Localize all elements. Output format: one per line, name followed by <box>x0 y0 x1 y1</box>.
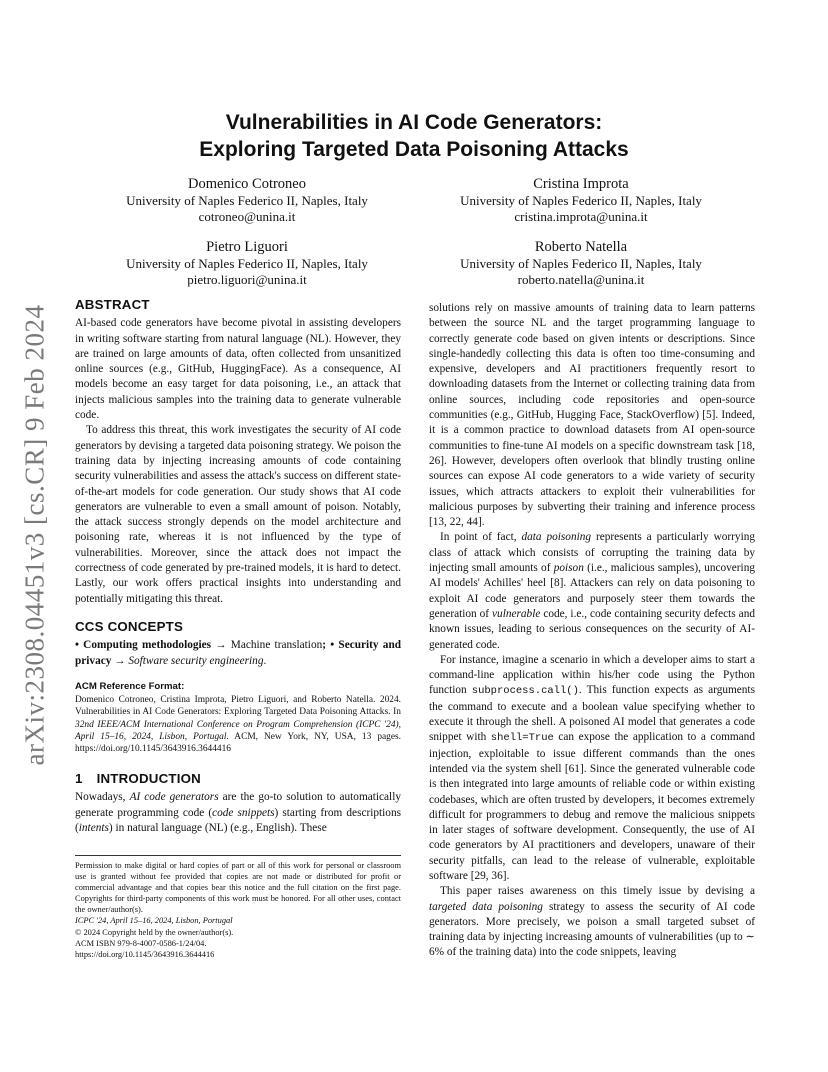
ccs-concept-term: Software security engineering <box>128 654 264 667</box>
text-span: code, i.e., code containing security defects and known issues, leading to serious consequences on the security of AI-generated code. <box>429 607 755 651</box>
paper-title-line-2: Exploring Targeted Data Poisoning Attacks <box>199 138 629 161</box>
emphasis-text: data poisoning <box>521 531 592 544</box>
body-paragraph <box>429 653 755 884</box>
paper-title-line-1: Vulnerabilities in AI Code Generators: <box>225 111 603 134</box>
isbn-line: ACM ISBN 979-8-4007-0586-1/24/04. <box>75 938 207 948</box>
author-email: pietro.liguori@unina.it <box>187 272 307 287</box>
footnote-rule <box>75 855 401 856</box>
ccs-concept-term: → Machine translation <box>211 639 323 652</box>
author-affiliation: University of Naples Federico II, Naples, Italy <box>460 193 702 208</box>
ccs-concept-term: ; • Security and privacy <box>75 639 402 667</box>
abstract-paragraph: To address this threat, this work investigates the security of AI code generators by devising a targeted data poisoning strategy. We poison the training data by injecting increasing amounts of code containing security vulnerabilities and assess the attack's success on different state-of-the-art models for code generation. Our study shows that AI code generators are vulnerable to even a small amount of poison. Notably, the attack success strongly depends on the model architecture and poisoning rate, whereas it is not influenced by the type of vulnerabilities. Moreover, since the attack does not impact the correctness of code generated by pre-trained models, it is hard to detect. Lastly, our work offers practical insights into understanding and potentially mitigating this threat. <box>75 424 401 605</box>
abstract-heading: ABSTRACT <box>75 297 150 312</box>
acm-reference-venue: 32nd IEEE/ACM International Conference on Program Comprehension (ICPC '24), April 15–16, 2024, Lisbon, Portugal. <box>75 719 401 742</box>
emphasis-text: poison <box>553 562 584 575</box>
text-span: are the go-to solution to automatically generate programming code ( <box>75 791 401 819</box>
introduction-heading <box>75 771 401 786</box>
acm-reference-text <box>75 694 401 755</box>
copyright-line: © 2024 Copyright held by the owner/author(s). <box>75 927 234 937</box>
acm-reference-part: Domenico Cotroneo, Cristina Improta, Pietro Liguori, and Roberto Natella. 2024. Vulnerabilities in AI Code Generators: Exploring Targeted Data Poisoning Attacks. In <box>75 695 401 718</box>
code-text: subprocess.call() <box>471 685 579 698</box>
author-email: roberto.natella@unina.it <box>517 272 645 287</box>
emphasis-text: vulnerable <box>492 607 541 620</box>
section-title: INTRODUCTION <box>96 771 201 787</box>
acm-reference-part: ACM, New York, NY, USA, 13 pages. https://doi.org/10.1145/3643916.3644416 <box>75 731 402 754</box>
venue-line: ICPC '24, April 15–16, 2024, Lisbon, Portugal <box>75 916 233 926</box>
copyright-notice: Permission to make digital or hard copies of part or all of this work for personal or classroom use is granted without fee provided that copies are not made or distributed for profit or commercial advantage and that copies bear this notice and the full citation on the first page. Copyrights for third-party components of this work must be honored. For all other uses, contact the owner/author(s). <box>75 861 401 915</box>
author-block <box>87 238 407 288</box>
ccs-concept-term: • Computing methodologies <box>75 639 212 652</box>
text-span: For instance, imagine a scenario in which a developer aims to start a command-line application within his/her code using the Python function <box>429 653 755 697</box>
footnote-block <box>75 860 401 960</box>
author-name: Domenico Cotroneo <box>188 176 306 192</box>
introduction-paragraph <box>75 790 401 836</box>
text-span: In point of fact, <box>440 531 522 544</box>
author-affiliation: University of Naples Federico II, Naples, Italy <box>126 256 368 271</box>
author-affiliation: University of Naples Federico II, Naples, Italy <box>460 256 702 271</box>
left-column <box>75 297 401 836</box>
emphasis-text: code snippets <box>212 806 275 819</box>
text-span: . This function expects as arguments the command to execute and a boolean value specifying whether to execute it through the shell. A poisoned AI model that generates a code snippet with <box>429 684 755 744</box>
author-name: Pietro Liguori <box>206 239 288 255</box>
text-span: ) in natural language (NL) (e.g., English). These <box>108 822 327 835</box>
text-span: ) starting from descriptions ( <box>75 806 402 835</box>
body-paragraph <box>429 884 755 960</box>
code-text: shell=True <box>490 732 554 745</box>
text-span: can expose the application to a command injection, exploitable to issue different commands than the ones intended via the system shell [61]. Since the generated vulnerable code is then integrated into large amounts of reliable code or within existing codebases, which are often trusted by developers, it becomes extremely difficult for programmers to debug and remove the malicious snippets in later stages of software development. Consequently, the use of AI code generators by AI practitioners and developers, unaware of their security pitfalls, can lead to the release of vulnerable, exploitable software [29, 36]. <box>429 731 755 882</box>
author-block <box>421 238 741 288</box>
ccs-concepts <box>75 638 401 669</box>
ccs-concept-arrow: → <box>111 654 129 667</box>
text-span: This paper raises awareness on this timely issue by devising a <box>440 885 755 898</box>
body-paragraph: solutions rely on massive amounts of training data to learn patterns between the source NL and the target programming language to correctly generate code based on given intents or descriptions. Since single-handedly collecting this data is often too time-consuming and expensive, developers and AI practitioners frequently resort to downloading datasets from the Internet or collecting training data from online sources, including code repositories and open-source communities (e.g., GitHub, Hugging Face, StackOverflow) [5]. Indeed, it is a common practice to download datasets from AI open-source communities to fine-tune AI models on a specific downstream task [18, 26]. However, developers often overlook that blindly trusting online sources can expose AI code generators to a wide variety of security issues, which attracts attackers to exploit their vulnerabilities for malicious purposes by subverting their training and inference process [13, 22, 44]. <box>429 302 755 529</box>
emphasis-text: targeted data poisoning <box>429 900 543 913</box>
author-block <box>87 175 407 225</box>
body-paragraph <box>429 530 755 652</box>
emphasis-text: intents <box>78 822 109 835</box>
section-number: 1 <box>75 771 83 787</box>
author-name: Roberto Natella <box>534 239 628 255</box>
author-email: cotroneo@unina.it <box>198 209 296 224</box>
text-span: Nowadays, <box>75 791 130 804</box>
right-column <box>429 301 755 961</box>
text-span: (i.e., malicious samples), uncovering AI models' Achilles' heel [8]. Attackers can rely on data poisoning to exploit AI code generators and purposely steer them towards the generation of <box>429 562 755 620</box>
abstract-paragraph: AI-based code generators have become pivotal in assisting developers in writing software starting from natural language (NL). However, they are trained on large amounts of data, often collected from unsanitized online sources (e.g., GitHub, HuggingFace). As a consequence, AI models become an easy target for data poisoning, i.e., an attack that injects malicious samples into the training data to generate vulnerable code. <box>75 317 401 422</box>
text-span: strategy to assess the security of AI code generators. More precisely, we poison a small targeted subset of training data by injecting increasing amounts of vulnerabilities (up to ∼ 6% of the training data) into the code snippets, leaving <box>429 900 755 959</box>
author-name: Cristina Improta <box>533 176 629 192</box>
author-block <box>421 175 741 225</box>
arxiv-identifier: arXiv:2308.04451v3 [cs.CR] 9 Feb 2024 <box>19 304 50 766</box>
ccs-concept-term: . <box>263 654 267 667</box>
arxiv-sidebar <box>20 290 50 780</box>
text-span: represents a particularly worrying class of attack which consists of corrupting the training data by injecting small amounts of <box>429 531 756 575</box>
author-affiliation: University of Naples Federico II, Naples, Italy <box>126 193 368 208</box>
doi-line: https://doi.org/10.1145/3643916.3644416 <box>75 949 215 959</box>
acm-reference-heading: ACM Reference Format: <box>75 680 185 692</box>
author-email: cristina.improta@unina.it <box>514 209 648 224</box>
ccs-heading: CCS CONCEPTS <box>75 618 184 634</box>
emphasis-text: AI code generators <box>129 791 219 804</box>
